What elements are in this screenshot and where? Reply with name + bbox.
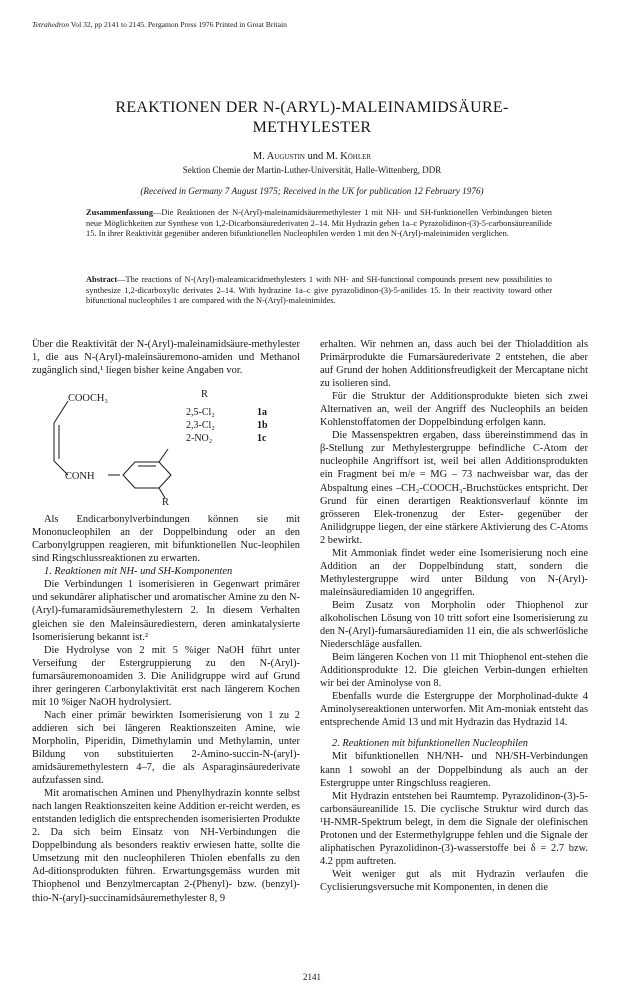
author-koehler: M. Köhler	[325, 151, 372, 162]
ring-substituent-r: R	[162, 497, 169, 506]
substituent-1c: 2-NO₂	[186, 433, 213, 445]
paragraph-r3: Die Massenspektren ergaben, dass übereinstimmend das in β-Stellung zur Methylestergruppe befindliche C-Atom der nucleophile Angriffsort ist, weil bei allen Additionsprodukten ein Fragment bei m/e = MG – 73 nachweisbar war, das der Abspaltung eines –CH₂-COOCH₃-Bruchstückes entspricht. Der Grund für einen derartigen Reaktionsverlauf könnte im grösseren Elek-tronenzug der Ester- gegenüber der Anilidgruppe liegen, der eine stärkere Aktivierung des C-Atoms 2 bewirkt.	[320, 430, 588, 546]
paragraph-endicarbonyl: Als Endicarbonylverbindungen können sie mit Mononucleophilen an der Doppelbindung oder an den Carbonylgruppen reagieren, mit bifunktionellen Nuc-leophilen sind Ringschlussreaktionen zu erwarten.	[32, 514, 300, 565]
substituent-1a: 2,5-Cl₂	[186, 407, 215, 419]
zusammenfassung	[86, 208, 552, 240]
paragraph-r2: Für die Struktur der Additionsprodukte bieten sich zwei Alternativen an, weil der Angriff des Nucleophils an beiden Kohlenstoffatomen der Doppelbindung erfolgen kann.	[320, 391, 588, 429]
paragraph-r1: erhalten. Wir nehmen an, dass auch bei der Thioladdition als Primärprodukte die Fumarsäurederivate 2 entstehen, die aber auf Grund der hohen Additionsfreudigkeit der Mercaptane nicht zu isolieren sind.	[320, 339, 588, 390]
article-title	[40, 98, 584, 138]
paragraph-r6: Beim längeren Kochen von 11 mit Thiophenol ent-stehen die Additionsprodukte 12. Die gleichen Verbin-dungen erhielten wir bei der Aminolyse von 8.	[320, 652, 588, 690]
journal-details: Vol 32, pp 2141 to 2145. Pergamon Press 1976 Printed in Great Britain	[70, 20, 287, 29]
r-header: R	[201, 389, 208, 401]
title-line-1: REAKTIONEN DER N-(ARYL)-MALEINAMIDSÄURE-	[115, 99, 509, 116]
author-line	[0, 151, 624, 162]
substituent-1b: 2,3-Cl₂	[186, 420, 215, 432]
right-column	[320, 338, 588, 894]
bond-top	[54, 401, 68, 423]
author-augustin: M. Augustin	[252, 151, 305, 162]
running-head	[32, 20, 287, 29]
paragraph-s1a: Die Verbindungen 1 isomerisieren in Gegenwart primärer und sekundärer aliphatischer und aromatischer Amine zu den N-(Aryl)-fumaramidsäuremethylestern 2. In diesem Verhalten gleichen sie den Maleinsäurediestern, deren aminkatalysierte Isomerisierung bekannt ist.²	[32, 579, 300, 643]
paragraph-s2b: Mit Hydrazin entstehen bei Raumtemp. Pyrazolidinon-(3)-5-carbonsäureanilide 15. Die cyclische Struktur wird durch das ¹H-NMR-Spektrum belegt, in dem die Signale der olefinischen Protonen und der Estermethylgruppe fehlen und die Signale der aliphatischen Pyrazolidinon-(3)-wasserstoffe bei δ = 2.7 bzw. 4.2 ppm auftreten.	[320, 790, 588, 867]
paragraph-r4: Mit Ammoniak findet weder eine Isomerisierung noch eine Addition an der Doppelbindung statt, sondern die Methylestergruppe wird unter Bildung von N-(Aryl)-maleinsäurediamiden 10 angegriffen.	[320, 547, 588, 598]
section-heading-2: 2. Reaktionen mit bifunktionellen Nucleophilen	[332, 738, 528, 750]
intro-paragraph: Über die Reaktivität der N-(Aryl)-maleinamidsäure-methylester 1, die aus N-(Aryl)-maleinsäuremono-amiden und Methanol zugänglich sind,¹ liegen bisher keine Angaben vor.	[32, 339, 300, 377]
page-number: 2141	[303, 972, 321, 982]
bond-r-top	[159, 449, 168, 462]
group-cooch3: COOCH₃	[68, 393, 108, 405]
compound-1a: 1a	[257, 407, 267, 419]
affiliation: Sektion Chemie der Martin-Luther-Universität, Halle-Wittenberg, DDR	[182, 165, 442, 175]
compound-1b: 1b	[257, 420, 268, 432]
abstract	[86, 275, 552, 307]
received-dates: (Received in Germany 7 August 1975; Received in the UK for publication 12 February 1976)	[140, 186, 484, 196]
compound-1c: 1c	[257, 433, 267, 445]
paragraph-s1c: Nach einer primär bewirkten Isomerisierung von 1 zu 2 addieren sich bei längeren Reaktionszeiten Amine, wie Morpholin, Piperidin, Dimethylamin und Methylamin, unter Bildung von substituierten 2-Amino-succin-N-(aryl)-amidsäuremethylestern 4–7, die als Asparaginsäurederivate aufzufassen sind.	[32, 709, 300, 787]
paragraph-s2a: Mit bifunktionellen NH/NH- und NH/SH-Verbindungen kann 1 sowohl an der Doppelbindung als auch an der Estergruppe unter Ringschluss reagieren.	[320, 751, 588, 789]
zusammenfassung-text: —Die Reaktionen der N-(Aryl)-maleinamidsäuremethylester 1 mit NH- und SH-funktionellen Verbindungen bieten neue Möglichkeiten zur Synthese von 1,2-Dicarbonsäurederivaten 2–14. Mit Hydrazin geben 1a–c Pyrazolidinon-(3)-5-carbonsäureanilide 15. In ihrer Reaktivität gegenüber anderen bifunktionellen Nucleophilen werden 1 mit den N-(Aryl)-maleinimiden verglichen.	[86, 208, 552, 239]
group-conh: CONH	[65, 471, 95, 483]
paragraph-s2c: Weit weniger gut als mit Hydrazin verlaufen die Cyclisierungsversuche mit Komponenten, in denen die	[320, 868, 588, 893]
left-column	[32, 338, 300, 905]
author-conjunction: und	[307, 151, 324, 162]
journal-name: Tetrahedron	[32, 20, 69, 29]
abstract-text: —The reactions of N-(Aryl)-maleamicacidmethylesters 1 with NH- and SH-functional compounds present new possibilities to synthesize 1,2-dicarboxylic derivates 2–14. With hydrazine 1a–c give pyrazolidinon-(3)-5-anilides 15. In their reactivity toward other bifunctional nucleophiles 1 are compared with the N-(Aryl)-maleinimides.	[86, 275, 552, 306]
structure-figure	[32, 383, 300, 505]
title-line-2: METHYLESTER	[252, 119, 372, 136]
paragraph-s1b: Die Hydrolyse von 2 mit 5 %iger NaOH führt unter Verseifung der Estergruppierung zu den N-(Aryl)-fumarsäuremonoamiden 3. Die Anilidgruppe wird auf Grund ihrer geringeren Carbonylaktivität erst nach längerem Kochen mit 10 %iger NaOH hydrolysiert.	[32, 644, 300, 708]
zusammenfassung-label: Zusammenfassung	[86, 208, 154, 217]
paragraph-r7: Ebenfalls wurde die Estergruppe der Morpholinad-dukte 4 Aminolysereaktionen unterworfen. Mit Am-moniak entsteht das entsprechende Amid 13 und mit Hydrazin das Hydrazid 14.	[320, 691, 588, 729]
section-heading-1: 1. Reaktionen mit NH- und SH-Komponenten	[44, 566, 233, 578]
paragraph-s1d: Mit aromatischen Aminen und Phenylhydrazin konnte selbst nach langen Reaktionszeiten keine Addition er-reicht werden, es entstanden lediglich die entsprechenden isomerisierten Produkte 2. Da sich beim Einsatz von NH-Verbindungen die Doppelbindung als besonders reaktiv erwiesen hatte, sollte die Umsetzung mit den nucleophileren Thiolen ebenfalls zu den Ad-ditionsprodukten führen. Erwartungsgemäss wurden mit Thiophenol und Benzylmercaptan 2-(Phenyl)- bzw. (benzyl)-thio-N-(aryl)-succinamidsäuremethylester 8, 9	[32, 788, 300, 904]
paragraph-r5: Beim Zusatz von Morpholin oder Thiophenol zur alkoholischen Lösung von 10 tritt sofort eine Isomerisierung zu den N-(Aryl)-fumarsäurediamiden 11 ein, die als schwerlösliche Niederschläge ausfallen.	[320, 599, 588, 651]
abstract-label: Abstract	[86, 275, 118, 284]
structure-diagram	[32, 383, 300, 505]
